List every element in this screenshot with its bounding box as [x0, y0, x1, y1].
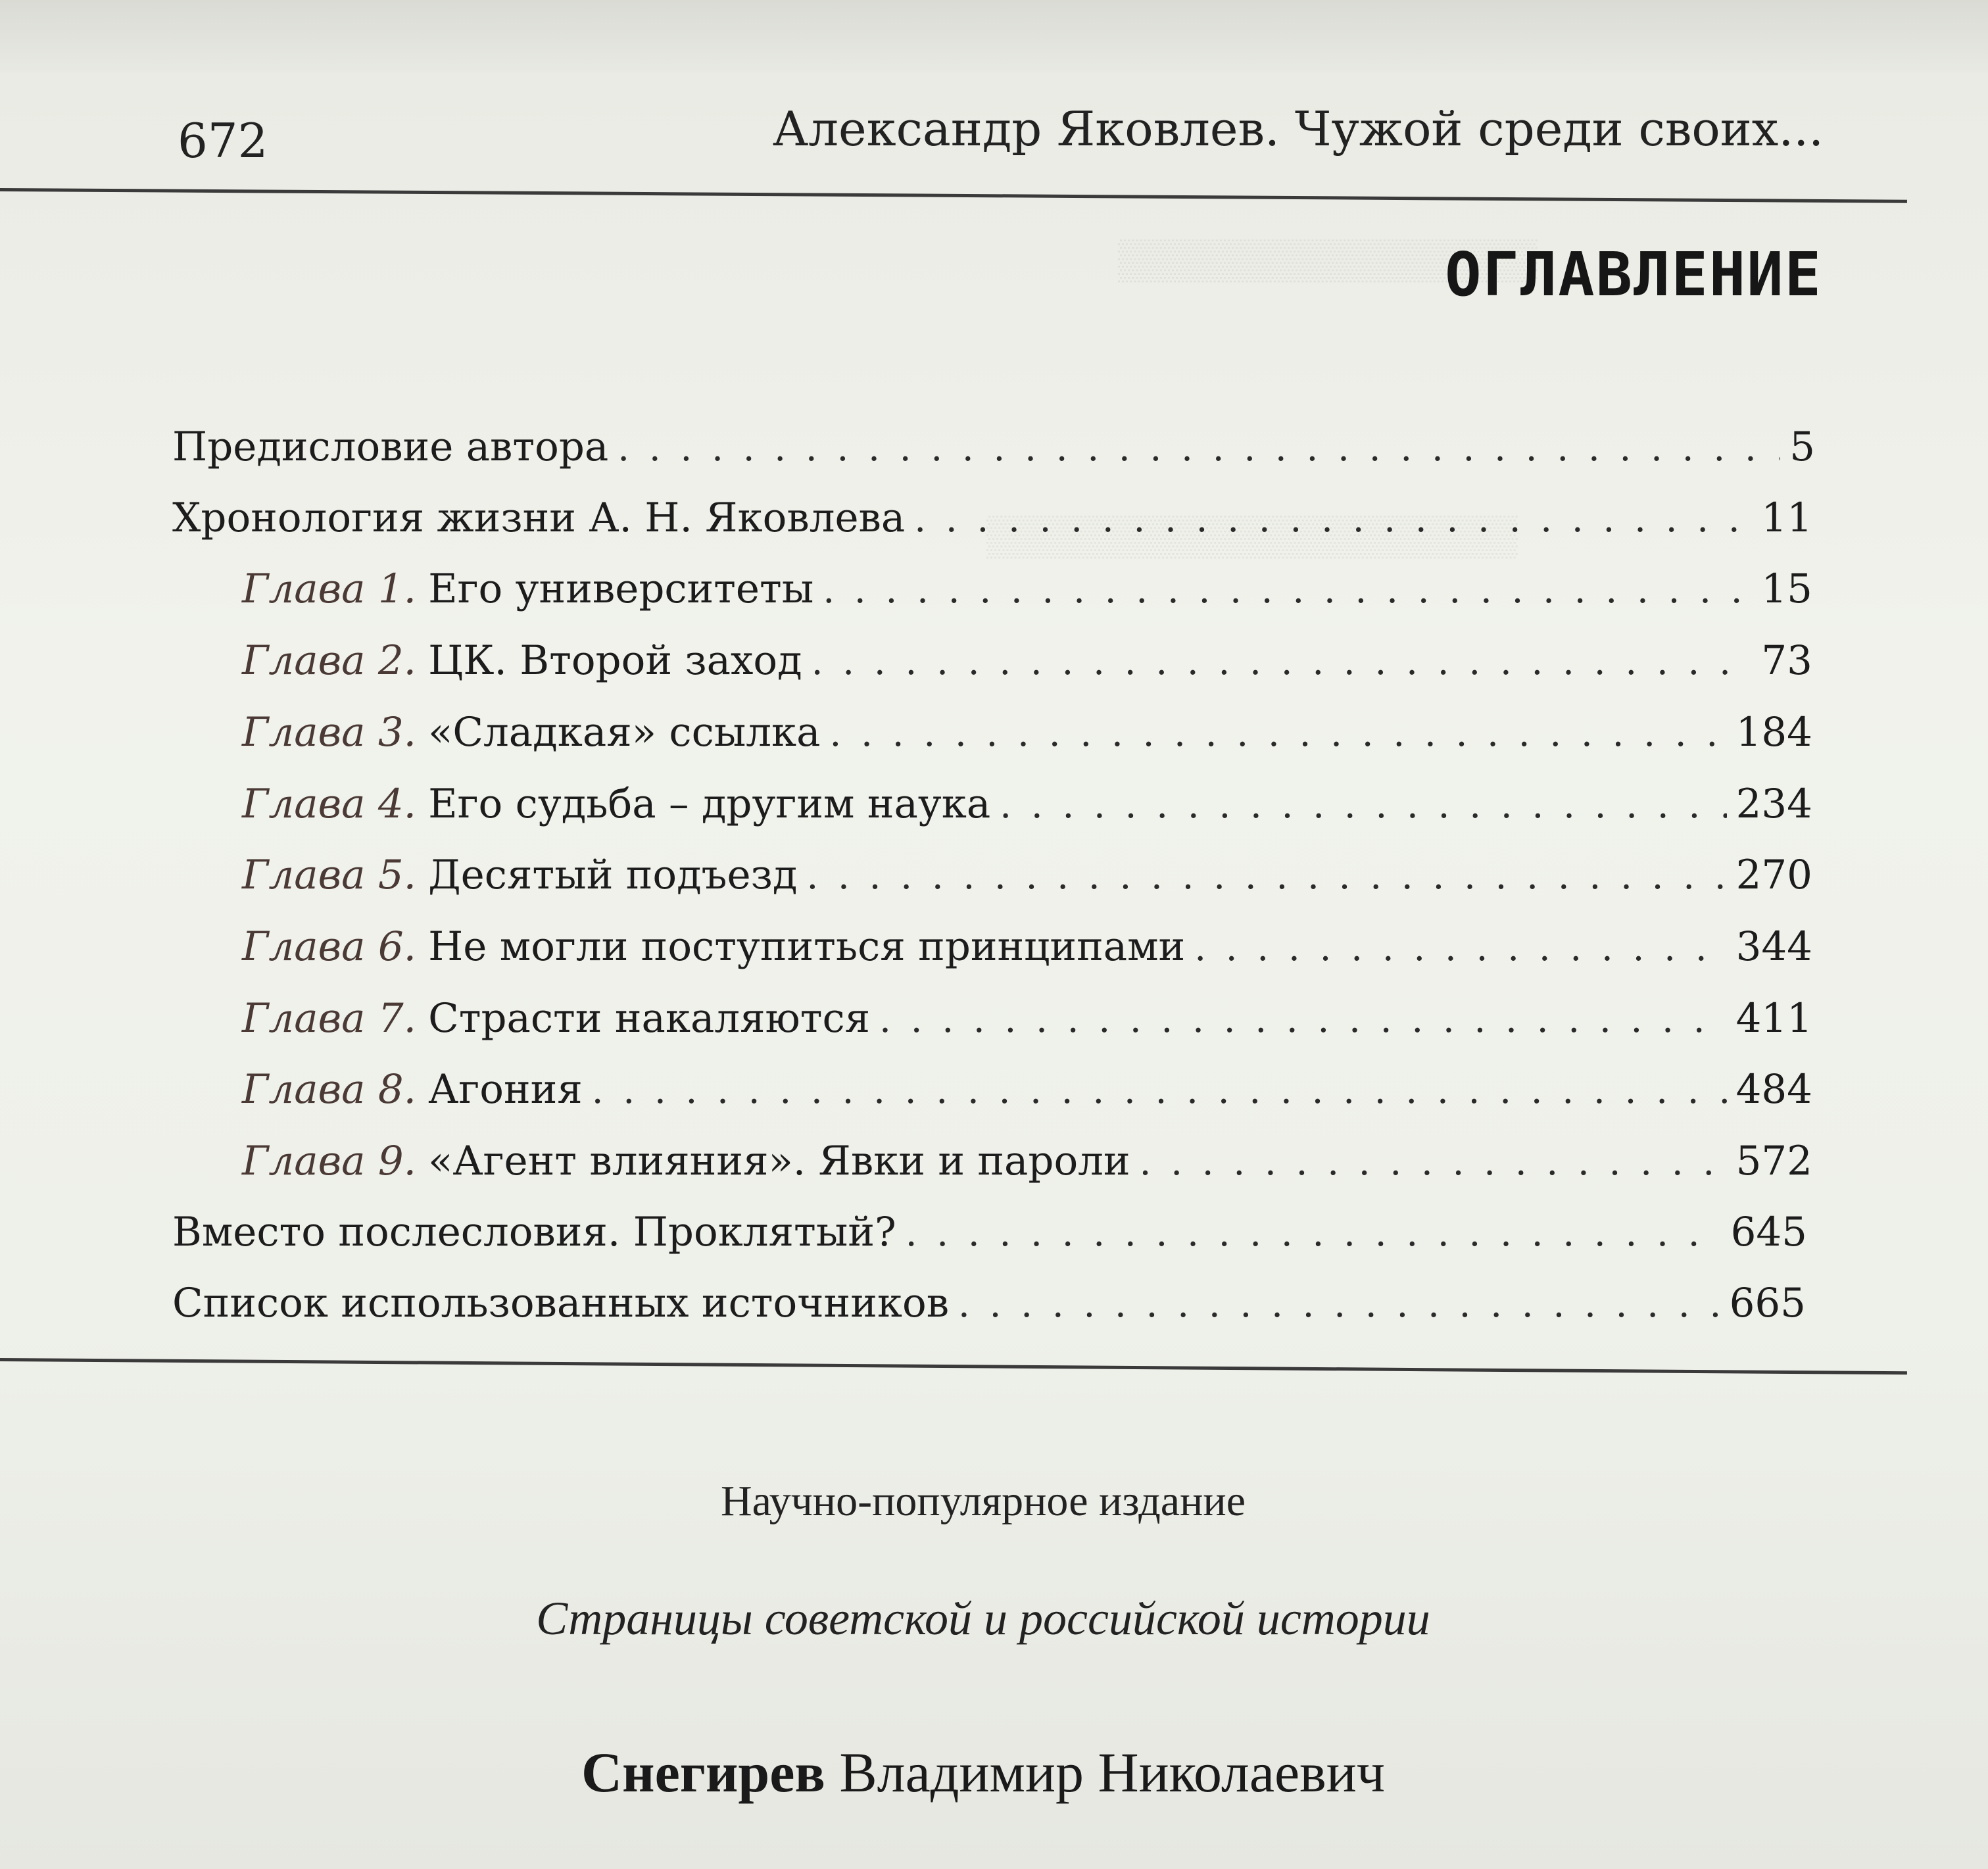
toc-entry — [242, 921, 1812, 975]
chapter-label: Глава 4. — [242, 781, 417, 827]
toc-entry-title: Его университеты — [428, 566, 814, 612]
dot-leader — [1000, 779, 1726, 832]
section-rule — [0, 1358, 1907, 1374]
toc-entry-title: Десятый подъезд — [428, 852, 798, 898]
toc-entry — [242, 1063, 1812, 1117]
toc-entry-page: 645 — [1730, 1209, 1807, 1255]
toc-entry-page: 184 — [1735, 709, 1812, 756]
toc-entry-page: 270 — [1735, 852, 1812, 898]
toc-entry-title: Агония — [428, 1066, 583, 1113]
bleed-through-text: ▒▒▒▒▒▒▒▒▒▒▒▒▒▒▒ — [1118, 237, 1538, 281]
toc-entry-title: Вместо послесловия. Проклятый? — [172, 1209, 896, 1255]
dot-leader — [914, 493, 1752, 546]
toc-entry-page: 572 — [1735, 1138, 1812, 1184]
toc-entry-page: 234 — [1735, 781, 1812, 827]
toc-entry — [242, 1135, 1812, 1189]
page-number: 672 — [178, 113, 268, 168]
toc-entry — [172, 492, 1812, 546]
dot-leader — [618, 422, 1780, 475]
toc-entry-title: Не могли поступиться принципами — [428, 923, 1186, 970]
toc-entry-page: 411 — [1735, 995, 1812, 1042]
toc-entry-page: 665 — [1729, 1280, 1806, 1326]
chapter-label: Глава 8. — [242, 1066, 417, 1113]
dot-leader — [906, 1207, 1722, 1260]
toc-entry — [172, 1206, 1807, 1260]
toc-entry-title: Его судьба – другим наука — [428, 781, 991, 827]
dot-leader — [812, 636, 1753, 689]
toc-entry — [172, 1277, 1806, 1331]
chapter-label: Глава 2. — [242, 637, 417, 684]
dot-leader — [879, 994, 1726, 1046]
dot-leader — [1140, 1136, 1727, 1189]
bleed-through-text: ▒▒▒▒▒▒▒▒▒▒▒▒▒▒▒▒▒▒▒ — [986, 514, 1518, 557]
toc-entry — [242, 849, 1812, 903]
toc-entry-page: 484 — [1735, 1066, 1812, 1113]
chapter-label: Глава 1. — [242, 566, 417, 612]
toc-entry-page: 344 — [1735, 923, 1812, 970]
running-title: Александр Яковлев. Чужой среди своих... — [772, 101, 1824, 157]
series-title: Страницы советской и российской истории — [536, 1592, 1430, 1645]
toc-entry — [242, 992, 1812, 1046]
dot-leader — [830, 708, 1727, 760]
toc-entry-title: Страсти накаляются — [428, 995, 871, 1042]
running-head — [0, 0, 1988, 197]
toc-entry — [172, 421, 1815, 475]
header-rule — [0, 188, 1907, 203]
dot-leader — [592, 1065, 1727, 1117]
toc-entry-title: Хронология жизни А. Н. Яковлева — [172, 495, 906, 541]
chapter-label: Глава 5. — [242, 852, 417, 898]
chapter-label: Глава 3. — [242, 709, 417, 756]
author-given-names: Владимир Николаевич — [839, 1741, 1386, 1804]
toc-entry-title: «Агент влияния». Явки и пароли — [428, 1138, 1130, 1184]
dot-leader — [806, 850, 1726, 903]
toc-entry — [242, 635, 1812, 689]
toc-entry-page: 73 — [1761, 637, 1812, 684]
toc-entry-title: «Сладкая» ссылка — [428, 709, 821, 756]
toc-entry-title: Предисловие автора — [172, 424, 609, 470]
author-surname: Снегирев — [581, 1741, 825, 1804]
toc-heading: ОГЛАВЛЕНИЕ — [1445, 239, 1822, 310]
dot-leader — [823, 564, 1752, 617]
toc-entry-page: 5 — [1789, 424, 1815, 470]
edition-type: Научно-популярное издание — [720, 1477, 1246, 1525]
author-name — [0, 1739, 1966, 1805]
chapter-label: Глава 9. — [242, 1138, 417, 1184]
dot-leader — [958, 1278, 1720, 1331]
chapter-label: Глава 7. — [242, 995, 417, 1042]
toc-entry-title: Список использованных источников — [172, 1280, 950, 1326]
toc-entry-title: ЦК. Второй заход — [428, 637, 802, 684]
toc-entry — [242, 563, 1812, 617]
toc-entry — [242, 706, 1812, 760]
chapter-label: Глава 6. — [242, 923, 417, 970]
toc-entry-page: 11 — [1761, 495, 1812, 541]
toc-entry — [242, 778, 1812, 832]
dot-leader — [1194, 922, 1726, 975]
toc-entry-page: 15 — [1761, 566, 1812, 612]
